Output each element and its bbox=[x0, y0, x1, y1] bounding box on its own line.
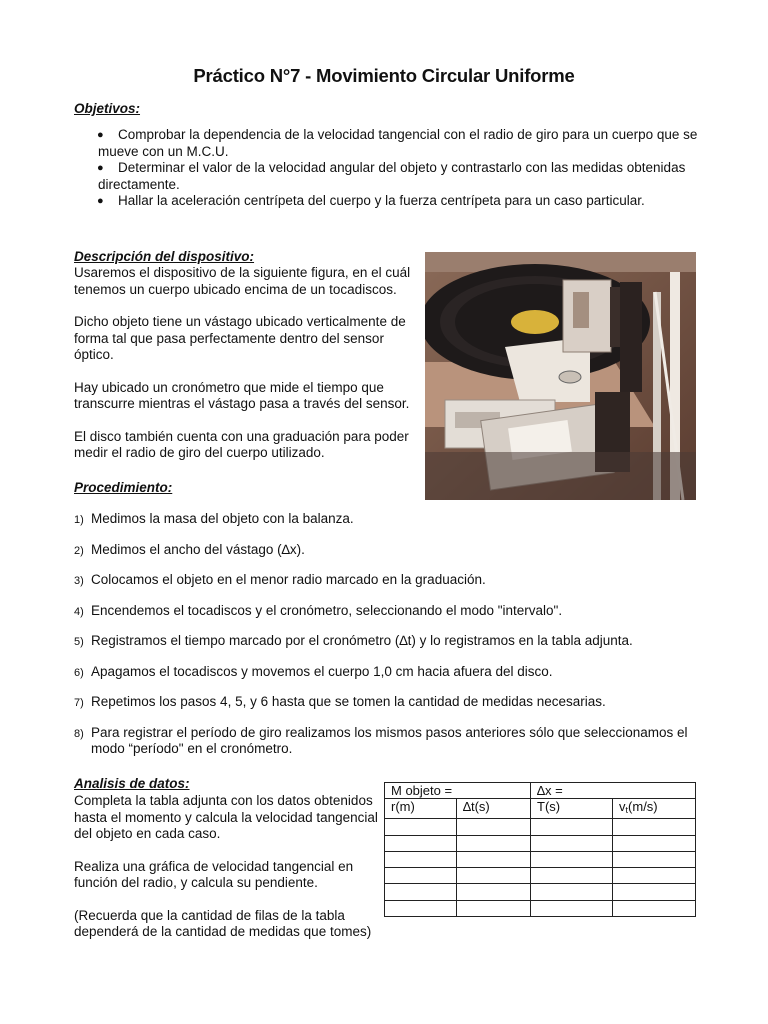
bullet-icon: ● bbox=[97, 162, 104, 174]
table-cell[interactable] bbox=[613, 900, 696, 916]
bullet-icon: ● bbox=[97, 129, 104, 141]
objetivo-item bbox=[98, 160, 698, 193]
step-text: Encendemos el tocadiscos y el cronómetro, seleccionando el modo "intervalo". bbox=[91, 602, 563, 618]
table-row bbox=[385, 851, 696, 867]
analisis-paragraph: Completa la tabla adjunta con los datos obtenidos hasta el momento y calcula la velocidad tangencial del objeto en cada caso. bbox=[74, 793, 378, 841]
table-cell[interactable] bbox=[531, 868, 613, 884]
procedimiento-list bbox=[74, 511, 714, 772]
step-item bbox=[74, 572, 714, 589]
analisis-paragraph: Realiza una gráfica de velocidad tangencial en función del radio, y calcula su pendiente. bbox=[74, 858, 354, 890]
step-number: 1) bbox=[74, 514, 84, 526]
descripcion-paragraph: Dicho objeto tiene un vástago ubicado verticalmente de forma tal que pasa perfectamente dentro del sensor óptico. bbox=[74, 314, 406, 362]
objetivo-text: Hallar la aceleración centrípeta del cuerpo y la fuerza centrípeta para un caso particular. bbox=[118, 193, 645, 208]
step-text: Para registrar el período de giro realizamos los mismos pasos anteriores sólo que seleccionamos el modo “período" en el cronómetro. bbox=[91, 724, 688, 756]
analisis-body bbox=[74, 793, 384, 957]
step-item bbox=[74, 603, 714, 620]
table-row bbox=[385, 900, 696, 916]
table-cell[interactable] bbox=[613, 835, 696, 851]
table-cell[interactable] bbox=[385, 868, 457, 884]
descripcion-paragraph: Usaremos el dispositivo de la siguiente figura, en el cuál tenemos un cuerpo ubicado encima de un tocadiscos. bbox=[74, 265, 411, 297]
analisis-heading: Analisis de datos: bbox=[74, 776, 190, 791]
table-row bbox=[385, 868, 696, 884]
table-cell[interactable] bbox=[457, 868, 531, 884]
step-item bbox=[74, 633, 714, 650]
table-cell[interactable] bbox=[531, 819, 613, 835]
objetivos-heading: Objetivos: bbox=[74, 101, 141, 116]
table-header-row-2 bbox=[385, 799, 696, 819]
table-cell[interactable] bbox=[457, 819, 531, 835]
step-number: 7) bbox=[74, 697, 84, 709]
step-number: 4) bbox=[74, 605, 84, 618]
step-number: 5) bbox=[74, 636, 84, 648]
objetivo-text: Determinar el valor de la velocidad angular del objeto y contrastarlo con las medidas obtenidas directamente. bbox=[98, 160, 686, 192]
data-table bbox=[384, 782, 696, 917]
step-number: 2) bbox=[74, 544, 84, 557]
objetivos-list bbox=[98, 127, 698, 210]
objetivo-item bbox=[98, 193, 698, 210]
table-cell[interactable] bbox=[457, 835, 531, 851]
vt-symbol: v bbox=[619, 799, 626, 815]
table-cell[interactable] bbox=[385, 884, 457, 900]
bullet-icon: ● bbox=[97, 195, 104, 207]
table-cell[interactable] bbox=[531, 835, 613, 851]
table-cell[interactable] bbox=[457, 900, 531, 916]
header-periodo: T(s) bbox=[531, 799, 613, 819]
step-item bbox=[74, 694, 714, 711]
header-delta-t: ∆t(s) bbox=[457, 799, 531, 819]
m-objeto-cell[interactable]: M objeto = bbox=[385, 783, 531, 799]
step-number: 8) bbox=[74, 727, 84, 740]
table-cell[interactable] bbox=[531, 900, 613, 916]
step-text: Repetimos los pasos 4, 5, y 6 hasta que se tomen la cantidad de medidas necesarias. bbox=[91, 694, 606, 709]
step-text: Registramos el tiempo marcado por el cronómetro (∆t) y lo registramos en la tabla adjunta. bbox=[91, 633, 633, 648]
table-cell[interactable] bbox=[531, 851, 613, 867]
step-item bbox=[74, 542, 714, 559]
descripcion-body bbox=[74, 265, 426, 478]
table-cell[interactable] bbox=[385, 851, 457, 867]
table-cell[interactable] bbox=[613, 884, 696, 900]
header-vt bbox=[613, 799, 696, 819]
table-cell[interactable] bbox=[613, 868, 696, 884]
step-text: Apagamos el tocadiscos y movemos el cuerpo 1,0 cm hacia afuera del disco. bbox=[91, 663, 553, 679]
step-item bbox=[74, 664, 714, 681]
objetivo-text: Comprobar la dependencia de la velocidad tangencial con el radio de giro para un cuerpo que se mueve con un M.C.U. bbox=[98, 127, 698, 159]
step-number: 6) bbox=[74, 666, 84, 679]
table-cell[interactable] bbox=[385, 819, 457, 835]
table-cell[interactable] bbox=[531, 884, 613, 900]
step-number: 3) bbox=[74, 575, 84, 587]
vt-unit: (m/s) bbox=[628, 799, 658, 815]
table-cell[interactable] bbox=[385, 900, 457, 916]
analisis-paragraph: (Recuerda que la cantidad de filas de la tabla dependerá de la cantidad de medidas que tomes) bbox=[74, 907, 372, 939]
procedimiento-heading: Procedimiento: bbox=[74, 480, 173, 495]
vt-subscript: t bbox=[625, 805, 629, 816]
step-text: Medimos la masa del objeto con la balanza. bbox=[91, 511, 354, 526]
table-cell[interactable] bbox=[457, 851, 531, 867]
table-header-row-1 bbox=[385, 783, 696, 799]
objetivo-item bbox=[98, 127, 698, 160]
step-item bbox=[74, 725, 714, 758]
turntable-photo bbox=[425, 252, 696, 500]
step-text: Colocamos el objeto en el menor radio marcado en la graduación. bbox=[91, 572, 486, 587]
descripcion-heading: Descripción del dispositivo: bbox=[74, 249, 255, 264]
header-r: r(m) bbox=[385, 799, 457, 819]
step-text: Medimos el ancho del vástago (∆x). bbox=[91, 541, 305, 557]
step-item bbox=[74, 511, 714, 528]
table-cell[interactable] bbox=[457, 884, 531, 900]
table-row bbox=[385, 884, 696, 900]
delta-x-cell[interactable]: ∆x = bbox=[531, 783, 696, 799]
descripcion-paragraph: El disco también cuenta con una graduación para poder medir el radio de giro del cuerpo utilizado. bbox=[74, 428, 409, 460]
table-cell[interactable] bbox=[385, 835, 457, 851]
table-row bbox=[385, 819, 696, 835]
page-title: Práctico N°7 - Movimiento Circular Uniforme bbox=[193, 65, 575, 86]
table-cell[interactable] bbox=[613, 819, 696, 835]
table-row bbox=[385, 835, 696, 851]
descripcion-paragraph: Hay ubicado un cronómetro que mide el tiempo que transcurre mientras el vástago pasa a través del sensor. bbox=[74, 379, 410, 411]
table-cell[interactable] bbox=[613, 851, 696, 867]
